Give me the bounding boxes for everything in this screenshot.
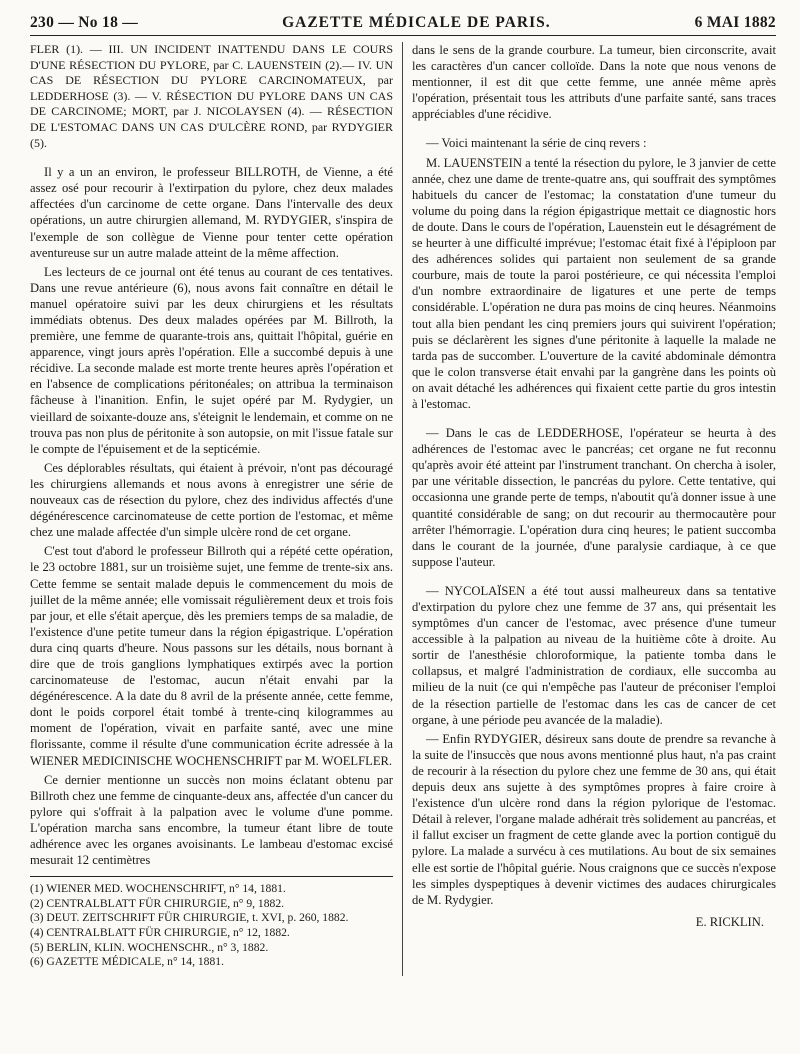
paragraph: dans le sens de la grande courbure. La tumeur, bien circonscrite, avait les caractères d'un cancer colloïde. Dans la note que nous venons de mentionner, il est dit que cette femme, une année même après l'opération, présentait tous les attributs d'une parfaite santé, sans traces appréciables d'une récidive. bbox=[412, 43, 776, 122]
footnote: (2) CENTRALBLATT FÜR CHIRURGIE, n° 9, 1882. bbox=[30, 896, 285, 910]
paragraph: Ce dernier mentionne un succès non moins éclatant obtenu par Billroth chez une femme de cinquante-deux ans, affectée d'un cancer du pylore qui s'offrait à la palpation avec le volume d'une pomme. L'opération marcha sans encombre, la tumeur étant libre de toute adhérence avec les organes avoisinants. Le lambeau d'estomac excisé mesurait 12 centimètres bbox=[30, 772, 393, 868]
footnote: (5) BERLIN, KLIN. WOCHENSCHR., n° 3, 1882. bbox=[30, 940, 269, 954]
paragraph: Il y a un an environ, le professeur BILLROTH, de Vienne, a été assez osé pour recourir à l'extirpation du pylore, chez deux malades affectées d'un carcinome de cette organe. Dans l'intervalle des deux opérations, un autre chirurgien allemand, M. RYDYGIER, s'inspira de l'exemple de son collègue de Vienne pour tenter cette opération aventureuse sur un autre malade atteint de la même affection. bbox=[30, 165, 393, 260]
issue-date: 6 MAI 1882 bbox=[694, 14, 776, 31]
paragraph: — Enfin RYDYGIER, désireux sans doute de prendre sa revanche à la suite de l'insuccès que nous avons mentionné plus haut, n'a pas craint de recourir à la résection du pylore chez une femme de 30 ans, qui était depuis deux ans sujette à des symptômes propres à faire croire à l'existence d'un ulcère rond dans la région pylorique de l'estomac. Détail à relever, l'organe malade adhérait très solidement au pancréas, et il fallut exciser un fragment de cette glande avec la portion contiguë du pylore. La malade a survécu à ces mutilations. Au bout de six semaines elle est sortie de l'hôpital guérie. Nous craignons que ce succès n'expose les simples dyspeptiques à devenir victimes des audaces chirurgicales de M. Rydygier. bbox=[412, 731, 776, 907]
article-intro: FLER (1). — III. UN INCIDENT INATTENDU DANS LE COURS D'UNE RÉSECTION DU PYLORE, par C. LAUENSTEIN (2).— IV. UN CAS DE RÉSECTION DU PYLORE CARCINOMATEUX, par LEDDERHOSE (3). — V. RÉSECTION DU PYLORE DANS UN CAS DE CARCINOME; MORT, par J. NICOLAYSEN (4). — RÉSECTION DE L'ESTOMAC DANS UN CAS D'ULCÈRE ROND, par RYDYGIER (5). bbox=[30, 42, 393, 150]
article-columns bbox=[30, 42, 776, 976]
paragraph: Ces déplorables résultats, qui étaient à prévoir, n'ont pas découragé les chirurgiens allemands et nous avons à enregistrer une série de nouveaux cas de résection du pylore, chez des individus affectés d'une dégénérescence carcinomateuse de cette portion de l'estomac, et même chez une malade affectée d'un simple ulcère rond de cet organe. bbox=[30, 460, 393, 540]
left-column bbox=[30, 42, 402, 976]
journal-title: GAZETTE MÉDICALE DE PARIS. bbox=[282, 14, 551, 31]
author-signature: E. RICKLIN. bbox=[695, 914, 764, 929]
footnote: (1) WIENER MED. WOCHENSCHRIFT, n° 14, 1881. bbox=[30, 882, 286, 896]
paragraph: — Dans le cas de LEDDERHOSE, l'opérateur se heurta à des adhérences de l'estomac avec le pancréas; cet organe ne fut reconnu qu'après avoir été atteint par l'instrument tranchant. On chercha à isoler, par une véritable dissection, le pancréas du pylore. Cette tentative, qui occasionna une grande perte de temps, n'aboutit qu'à donner issue à une quantité considérable de sang; on dut recourir au thermocautère pour arrêter l'hémorragie. L'opération dura cinq heures; le patient succomba dans le courant de la journée, d'une paralysie cardiaque, à ce que suppose l'auteur. bbox=[412, 426, 776, 569]
paragraph: C'est tout d'abord le professeur Billroth qui a répété cette opération, le 23 octobre 1881, sur un troisième sujet, une femme de trente-six ans. Cette femme se sentait malade depuis le commencement du mois de juillet de la même année; elle vomissait régulièrement deux et trois fois par jour, et elle s'était aperçue, dès les premiers temps de sa maladie, de l'existence d'une petite tumeur dans la région épigastrique. L'opération dura cinq quarts d'heure. Nous passons sur les détails, nous bornant à dire que de trois ganglions lymphatiques extirpés avec la portion carcinomateuse de l'estomac, aucun n'était envahi par la dégénérescence. A la date du 8 avril de la présente année, cette femme, dont le poids corporel était tombé à trente-cinq kilogrammes au moment de l'opération, vivait en parfaite santé, avec une mine florissante, comme il résulte d'une communication écrite adressée à la WIENER MEDICINISCHE WOCHENSCHRIFT par M. WOELFLER. bbox=[30, 544, 393, 768]
footnotes bbox=[30, 876, 393, 970]
paragraph: — NYCOLAÏSEN a été tout aussi malheureux dans sa tentative d'extirpation du pylore chez une femme de 37 ans, qui présentait les symptômes d'un cancer de l'estomac, avec présence d'une tumeur accessible à la palpation au niveau de la huitième côte à droite. Au sortir de l'anesthésie chloroformique, la patiente tomba dans le collapsus, et malgré l'administration de cordiaux, elle succomba au milieu de la nuit (ce qui n'empêche pas l'auteur de préconiser l'emploi de la résection partielle de l'estomac dans les cas de cancer de cet organe, à une période peu avancée de la maladie). bbox=[412, 583, 776, 727]
paragraph: Les lecteurs de ce journal ont été tenus au courant de ces tentatives. Dans une revue antérieure (6), nous avons fait connaître en détail le manuel opératoire suivi par les deux chirurgiens et les résultats immédiats obtenus. Des deux malades opérées par M. Billroth, la première, une femme de quarante-trois ans, quittait l'hôpital, guérie en apparence, vingt jours après l'opération. Elle a succombé depuis à une récidive. La seconde malade est morte trente heures après l'opération et en l'absence de complications péritonéales; on attribua la terminaison fâcheuse à l'inanition. Enfin, le sujet opéré par M. Rydygier, un vieillard de soixante-douze ans, s'éteignit le lendemain, et comme on ne trouva pas non plus de péritonite à son autopsie, on mit l'issue fatale sur le compte de l'épuisement et de la septicémie. bbox=[30, 264, 393, 456]
footnote: (3) DEUT. ZEITSCHRIFT FÜR CHIRURGIE, t. XVI, p. 260, 1882. bbox=[30, 911, 349, 925]
page-header bbox=[30, 14, 776, 36]
footnote: (6) GAZETTE MÉDICALE, n° 14, 1881. bbox=[30, 955, 224, 969]
footnote: (4) CENTRALBLATT FÜR CHIRURGIE, n° 12, 1882. bbox=[30, 925, 290, 939]
page-number: 230 — No 18 — bbox=[30, 14, 139, 31]
paragraph: M. LAUENSTEIN a tenté la résection du pylore, le 3 janvier de cette année, chez une dame de trente-quatre ans, qui souffrait des symptômes habituels du cancer de l'estomac; la constatation d'une tumeur du volume du poing dans la région épigastrique mettait ce diagnostic hors de doute. Dans le cours de l'opération, Lauenstein eut le désagrément de se heurter à une difficulté imprévue; l'estomac était fixé à l'épiploon par des adhérences solides qui partaient non seulement de sa grande courbure, mais de toute la paroi postérieure, ce qui nécessita l'emploi d'un nombre extraordinaire de ligatures et une perte de temps considérable. L'opération ne dura pas moins de cinq heures. Néanmoins tout alla bien pendant les cinq premiers jours qui suivirent l'opération; puis se déclarèrent les signes d'une péritonite à laquelle la malade ne tarda pas de succomber. L'ouverture de la cavité abdominale démontra que le colon transverse était envahi par la gangrène dans les points où on avait détaché les adhérences qui fixaient cette partie du gros intestin à l'estomac. bbox=[412, 155, 776, 411]
right-column bbox=[402, 42, 776, 976]
section-lead: — Voici maintenant la série de cinq revers : bbox=[426, 136, 647, 151]
